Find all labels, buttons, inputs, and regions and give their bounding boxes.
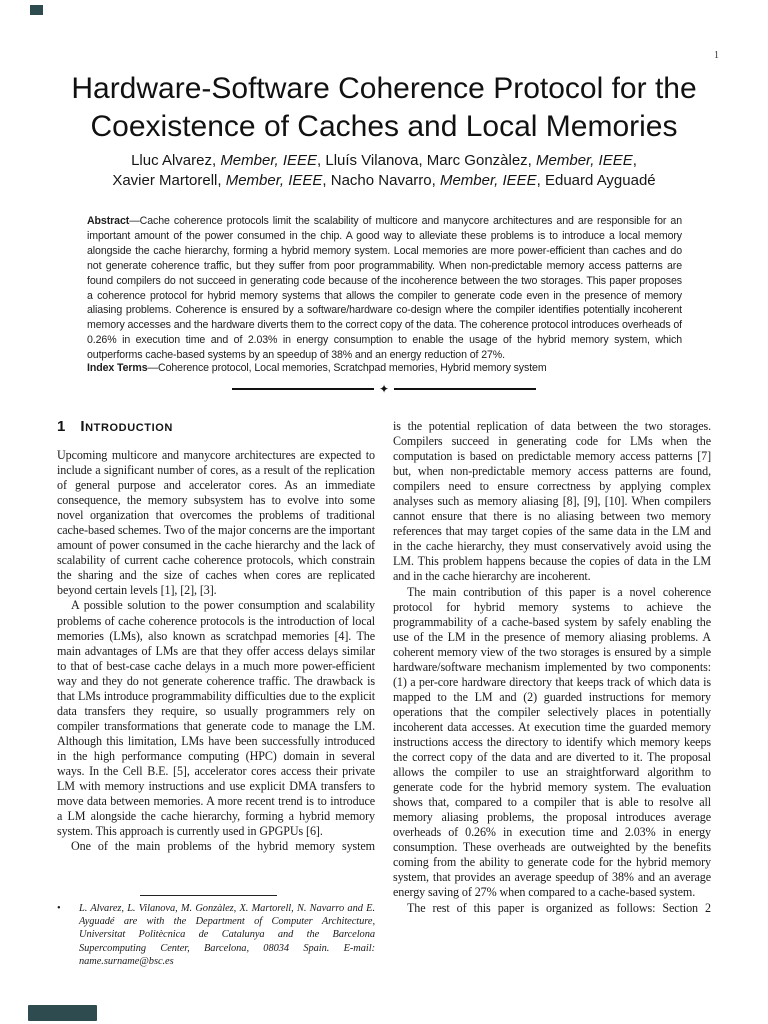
paper-title xyxy=(0,70,768,146)
viewer-badge-top-left xyxy=(30,5,43,15)
index-terms-label: Index Terms xyxy=(87,362,148,374)
abstract-text: —Cache coherence protocols limit the scalability of multicore and manycore architectures and are responsible for an important amount of the power consumed in the chip. A good way to alleviate these problems is to introduce a local memory alongside the cache hierarchy, forming a hybrid memory system. Local memories are more power-efficient than caches and do not generate coherence traffic, but they suffer from poor programmability. When non-predictable memory access patterns are found compilers do not succeed in generating code because of the incoherence between the two storages. This paper proposes a coherence protocol for hybrid memory systems that allows the compiler to generate code even in the presence of memory aliasing problems. Coherence is ensured by a software/hardware co-design where the compiler identifies potentially incoherent memory accesses and the hardware diverts them to the correct copy of the data. The coherence protocol introduces overheads of 0.26% in execution time and of 2.03% in energy consumption to enable the usage of the hybrid memory system, which outperforms cache-based systems by an speedup of 38% and an energy reduction of 27%. xyxy=(87,215,683,362)
section-title: Introduction xyxy=(80,418,173,435)
author-line-2: Xavier Martorell, Member, IEEE, Nacho Navarro, Member, IEEE, Eduard Ayguadé xyxy=(112,172,656,189)
right-column xyxy=(393,419,711,968)
intro-paragraph-1: Upcoming multicore and manycore architectures are expected to include a significant number of cores, as a result of the replication of general purpose and accelerator cores. As an immediate consequence, the memory subsystem has to evolve into some novel organization that overcomes the problems of traditional cache-based schemes. Two of the major concerns are the important amount of power consumed in the cache hierarchy and the lack of scalability of current cache coherence protocols, which constrain the sharing and the size of caches when cores are replicated beyond certain levels [1], [2], [3]. xyxy=(57,448,375,598)
abstract-label: Abstract xyxy=(87,215,130,227)
abstract xyxy=(87,214,682,363)
left-column xyxy=(57,419,375,968)
paper-title-line-1: Hardware-Software Coherence Protocol for the xyxy=(71,72,697,105)
footnote-bullet: • xyxy=(57,902,61,914)
author-affiliation-footnote xyxy=(57,895,375,968)
viewer-badge-bottom-left[interactable] xyxy=(28,1005,97,1021)
footnote-text: L. Alvarez, L. Vilanova, M. Gonzàlez, X. Martorell, N. Navarro and E. Ayguadé are with the Department of Computer Architecture, Universitat Politècnica de Catalunya and the Barcelona Supercomputing Center, Barcelona, 08034 Spain. E-mail: name.surname@bsc.es xyxy=(79,902,375,967)
paper-title-line-2: Coexistence of Caches and Local Memories xyxy=(90,110,678,143)
separator-line-right xyxy=(394,388,536,389)
index-terms-text: —Coherence protocol, Local memories, Scratchpad memories, Hybrid memory system xyxy=(147,362,547,374)
title-body-separator xyxy=(0,384,768,394)
diamond-icon: ✦ xyxy=(378,382,390,396)
author-lines xyxy=(0,151,768,191)
intro-paragraph-4: is the potential replication of data between the two storages. Compilers succeed in generating code for LMs when the computation is based on predictable memory access patterns [7] but, when non-predictable memory access patterns are found, compilers need to ensure correctness by applying complex analyses such as memory aliasing [8], [9], [10]. When compilers cannot ensure that there is no aliasing between two memory references that may target copies of the same data in the LM and in the cache hierarchy, they must conservatively avoid using the LM. This problem happens because the copies of data in the LM and in the cache hierarchy are incoherent. xyxy=(393,419,711,584)
intro-paragraph-3: One of the main problems of the hybrid memory system xyxy=(71,839,375,854)
page-number: 1 xyxy=(714,50,719,61)
intro-paragraph-2: A possible solution to the power consumption and scalability problems of cache coherence protocols is the introduction of local memories (LMs), also known as scratchpad memories [4]. The main advantages of LMs are that they offer access delays similar to that of best-case cache delays in a much more power-efficient way and they do not generate coherence traffic. The drawback is that LMs introduce programmability difficulties due to the explicit data transfers they require, so usually programmers rely on compiler transformations that generate code to manage the LM. Although this limitation, LMs have been successfully introduced in the high performance computing (HPC) domain in several ways. In the Cell B.E. [5], accelerator cores access their private LM with memory instructions and use explicit DMA transfers to move data between memories. A more recent trend is to introduce a LM alongside the cache hierarchy, forming a hybrid memory system. This approach is currently used in GPGPUs [6]. xyxy=(57,598,375,839)
intro-paragraph-6: The rest of this paper is organized as follows: Section 2 xyxy=(407,900,711,915)
author-line-1: Lluc Alvarez, Member, IEEE, Lluís Vilanova, Marc Gonzàlez, Member, IEEE, xyxy=(131,152,637,169)
footnote-rule xyxy=(140,895,277,896)
two-column-body xyxy=(57,419,711,968)
section-heading-introduction xyxy=(57,419,375,435)
separator-line-left xyxy=(232,388,374,389)
section-number: 1 xyxy=(57,418,66,435)
intro-paragraph-5: The main contribution of this paper is a novel coherence protocol for hybrid memory systems to achieve the programmability of a cache-based system by safely enabling the use of the LM in the presence of memory aliasing problems. A coherent memory view of the two storages is ensured by a simple hardware/software mechanism implemented by two components: (1) a per-core hardware directory that keeps track of which data is mapped to the LM and (2) guarded instructions for memory operations that the compiler selectively places in potentially incoherent data accesses. At execution time the guarded memory instructions access the directory to identify which memory keeps the correct copy of the data and are diverted to it. The proposal allows the compiler to use an straightforward algorithm to generate code for the hybrid memory system. The evaluation shows that, compared to a compiler that is able to resolve all memory aliasing problems, the proposal introduces average overheads of 0.26% in execution time and 2.03% in energy consumption. These overheads are outweighted by the benefits coming from the ability to generate code for the hybrid memory system, that provides an average speedup of 38% and an average energy saving of 27% when compared to a cache-based system. xyxy=(393,584,711,900)
index-terms xyxy=(87,361,682,376)
